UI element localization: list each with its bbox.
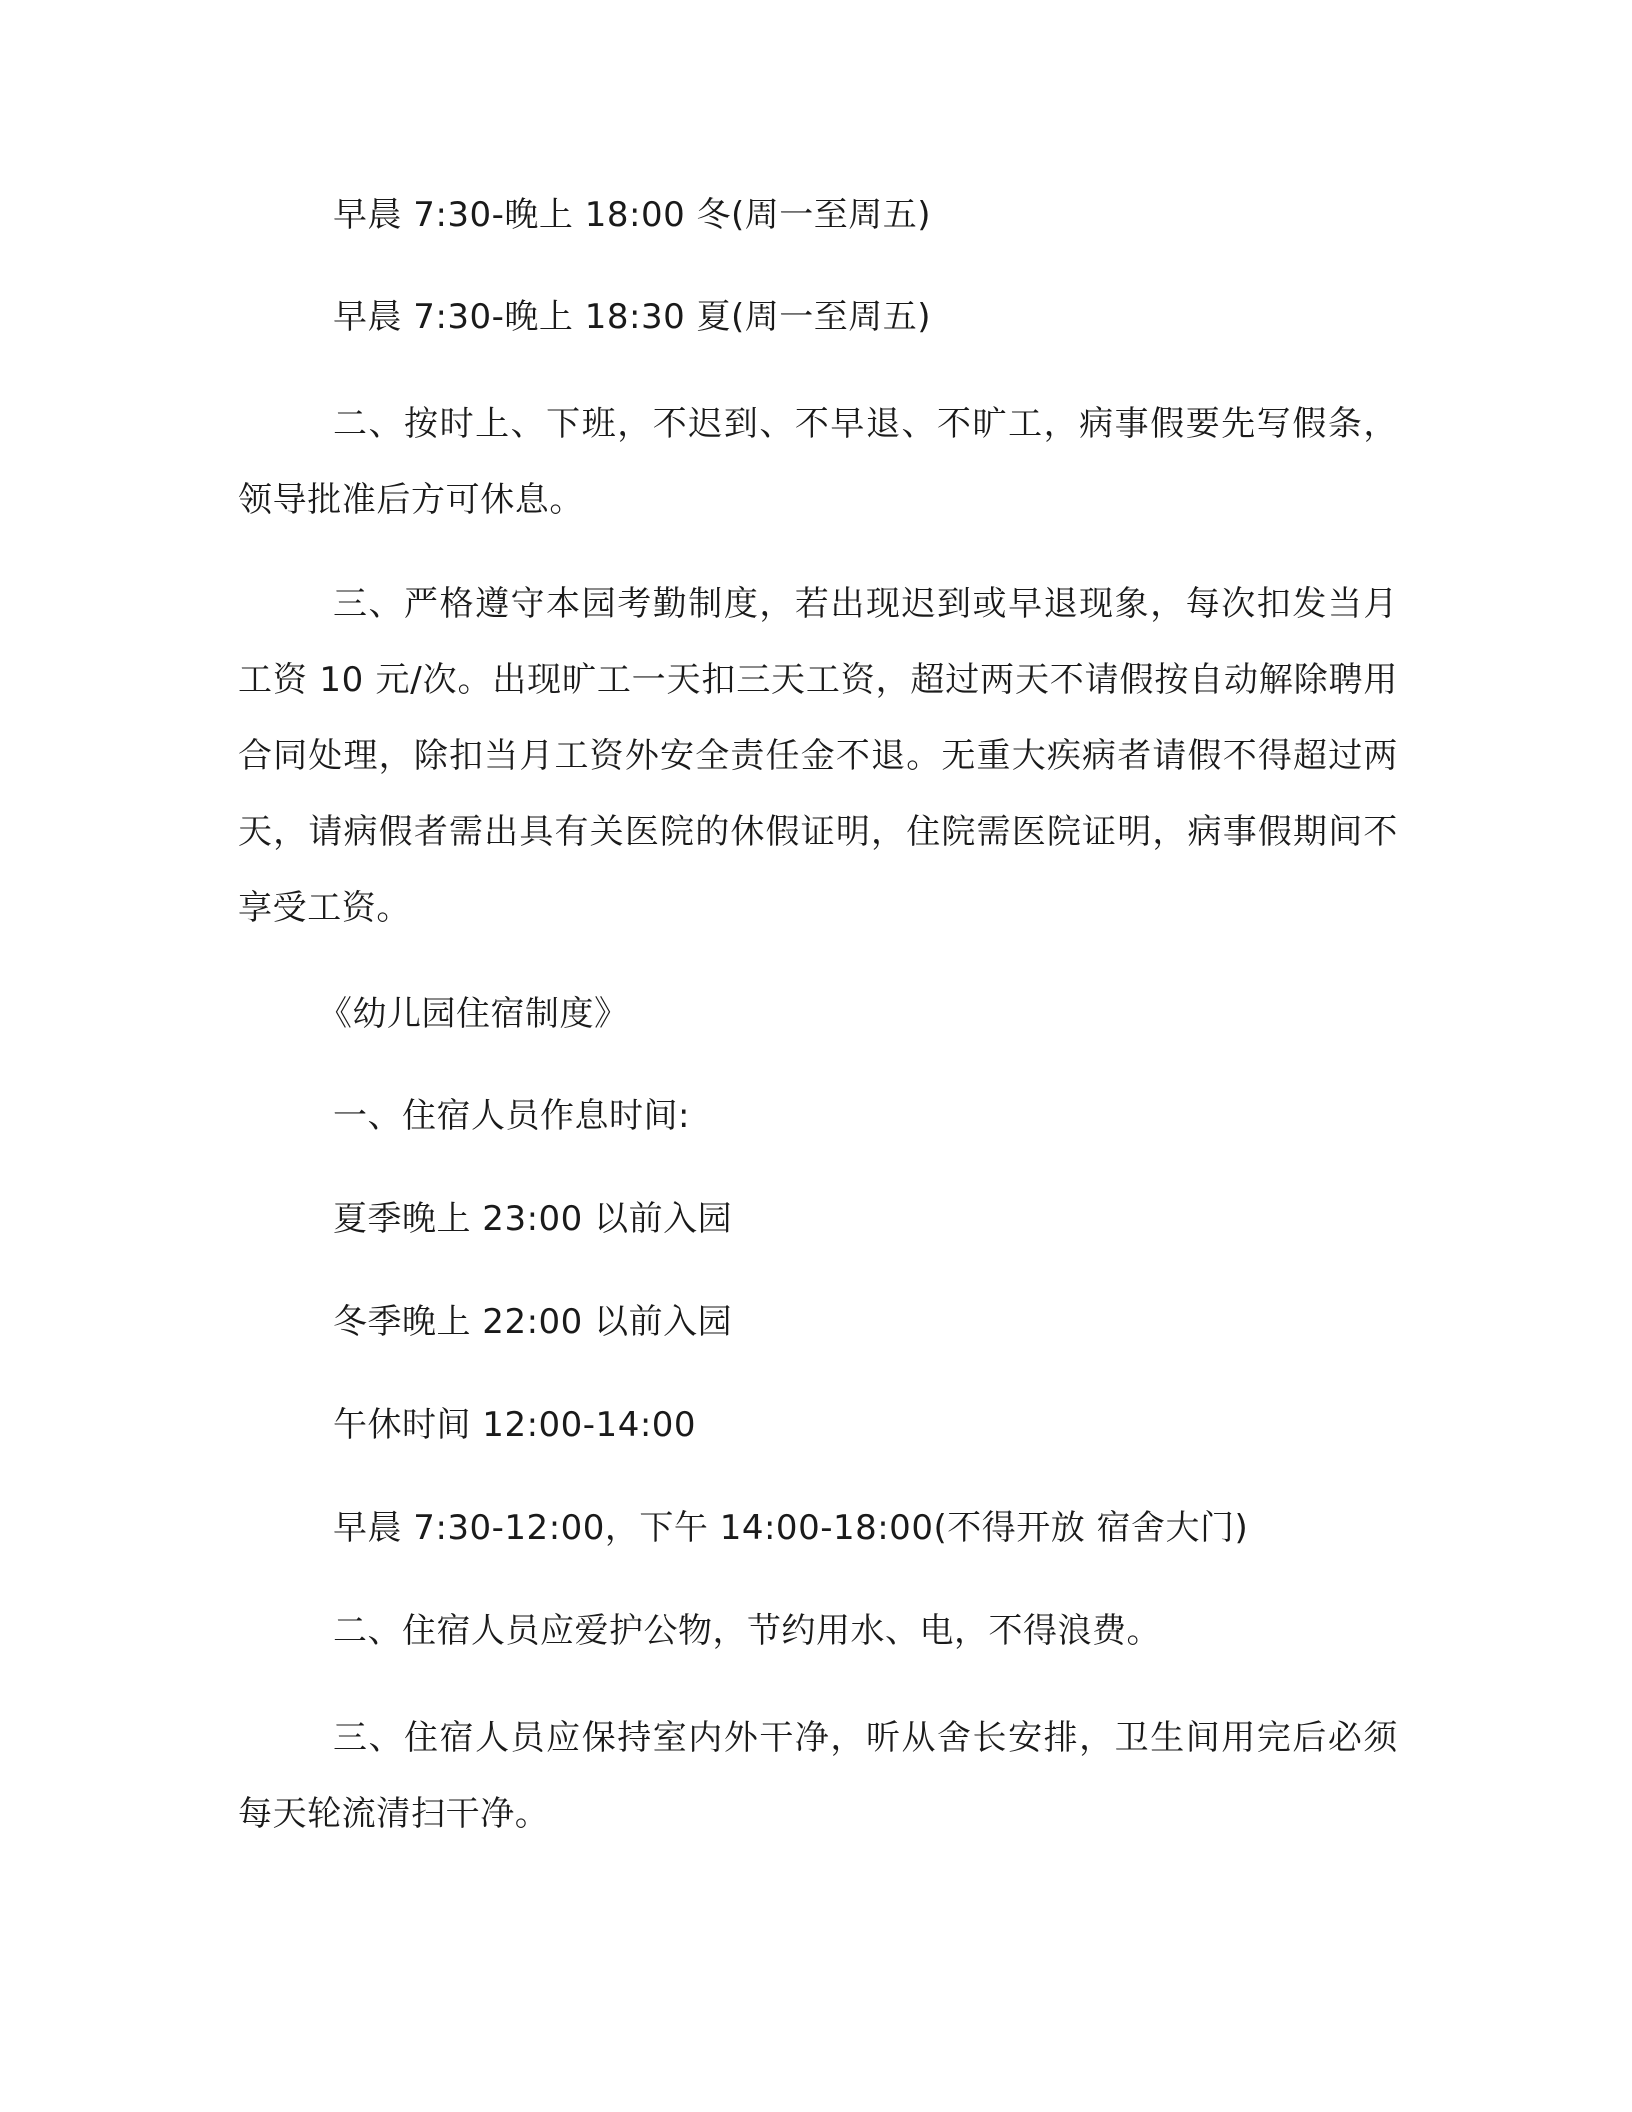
dorm-time-winter: 冬季晚上 22:00 以前入园 bbox=[333, 1302, 733, 1342]
dorm-time-nap: 午休时间 12:00-14:00 bbox=[333, 1405, 697, 1445]
dorm-item-1: 一、住宿人员作息时间: bbox=[333, 1096, 690, 1136]
dorm-time-daytime: 早晨 7:30-12:00，下午 14:00-18:00(不得开放 宿舍大门) bbox=[333, 1508, 1249, 1548]
dorm-item-3-paragraph: 三、住宿人员应保持室内外干净，听从舍长安排，卫生间用完后必须每天轮流清扫干净。 bbox=[238, 1718, 1398, 1834]
dorm-item-2: 二、住宿人员应爱护公物，节约用水、电，不得浪费。 bbox=[333, 1611, 1161, 1651]
dorm-rules-title: 《幼儿园住宿制度》 bbox=[318, 994, 629, 1034]
work-hours-winter: 早晨 7:30-晚上 18:00 冬(周一至周五) bbox=[333, 195, 932, 235]
dorm-time-summer: 夏季晚上 23:00 以前入园 bbox=[333, 1199, 733, 1239]
rule-2-paragraph: 二、按时上、下班，不迟到、不早退、不旷工，病事假要先写假条，领导批准后方可休息。 bbox=[238, 404, 1398, 520]
work-hours-summer: 早晨 7:30-晚上 18:30 夏(周一至周五) bbox=[333, 297, 932, 337]
rule-3-paragraph: 三、严格遵守本园考勤制度，若出现迟到或早退现象，每次扣发当月工资 10 元/次。出现旷工一天扣三天工资，超过两天不请假按自动解除聘用合同处理，除扣当月工资外安全责任金不退。无重大疾病者请假不得超过两天，请病假者需出具有关医院的休假证明，住院需医院证明，病事假期间不享受工资。 bbox=[238, 584, 1398, 928]
